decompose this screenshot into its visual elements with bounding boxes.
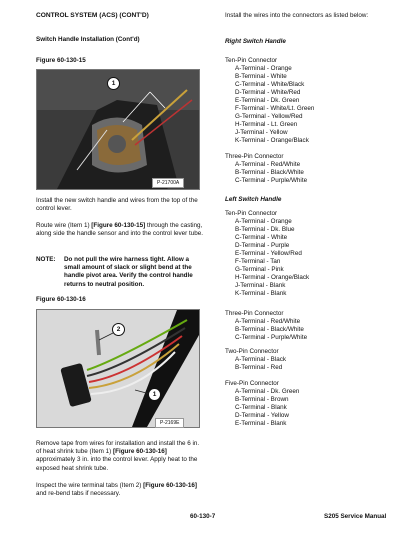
paragraph-install: Install the new switch handle and wires from the top of the control lever. — [36, 197, 198, 213]
list-item: C-Terminal - Purple/White — [235, 177, 308, 184]
paragraph-text: approximately 3 in. into the control lever. Apply heat to the exposed heat shrink tube. — [36, 456, 198, 472]
paragraph-text: and re-bend tabs if necessary. — [36, 490, 121, 498]
list-item: A-Terminal - Orange — [235, 218, 292, 225]
figure-id: P-21700A — [152, 178, 184, 188]
list-item: B-Terminal - Red — [235, 364, 283, 371]
terminal-list — [225, 356, 286, 372]
terminal-list — [225, 65, 314, 145]
list-item: C-Terminal - Blank — [235, 404, 287, 411]
note-label: NOTE: — [36, 256, 56, 263]
intro-text: Install the wires into the connectors as listed below: — [225, 12, 369, 19]
list-item: D-Terminal - White/Red — [235, 89, 301, 96]
paragraph-text: Route wire (Item 1) — [36, 222, 92, 229]
figure-reference: [Figure 60-130-15] — [91, 222, 146, 229]
list-item: A-Terminal - Orange — [235, 65, 292, 72]
page-number: 60-130-7 — [190, 513, 216, 520]
terminal-list — [225, 161, 307, 185]
list-item: B-Terminal - White — [235, 73, 287, 80]
list-item: C-Terminal - White — [235, 234, 288, 241]
paragraph-text: Inspect the wire terminal tabs (Item 2) — [36, 482, 144, 489]
list-item: A-Terminal - Red/White — [235, 161, 301, 168]
note-text: Do not pull the wire harness tight. Allow a small amount of slack or slight bend at the handle pivot area. Verify the control handle returns to neutral position. — [64, 256, 193, 288]
list-item: H-Terminal - Orange/Black — [235, 274, 310, 281]
terminal-list — [225, 388, 299, 428]
figure-title: Figure 60-130-16 — [36, 296, 86, 303]
list-item: G-Terminal - Yellow/Red — [235, 113, 303, 120]
paragraph-text: through the casting, along side the handle sensor and into the control lever tube. — [36, 222, 203, 238]
list-item: B-Terminal - Brown — [235, 396, 289, 403]
list-item: F-Terminal - Tan — [235, 258, 281, 265]
list-item: A-Terminal - Dk. Green — [235, 388, 300, 395]
list-item: A-Terminal - Black — [235, 356, 287, 363]
callout-2: 2 — [112, 323, 125, 336]
list-item: B-Terminal - Black/White — [235, 326, 304, 333]
paragraph-text: Remove tape from wires for installation and install the 6 in. of heat shrink tube (Item 1) — [36, 440, 200, 456]
connector-title: Two-Pin Connector — [225, 348, 279, 355]
paragraph-route — [36, 222, 204, 238]
callout-1: 1 — [148, 388, 161, 401]
connector-title: Three-Pin Connector — [225, 153, 284, 160]
connector-title: Ten-Pin Connector — [225, 210, 278, 217]
connector-title: Five-Pin Connector — [225, 380, 279, 387]
left-switch-title: Left Switch Handle — [225, 196, 282, 203]
terminal-list — [225, 318, 307, 342]
list-item: J-Terminal - Blank — [235, 282, 286, 289]
list-item: C-Terminal - Purple/White — [235, 334, 308, 341]
list-item: B-Terminal - Dk. Blue — [235, 226, 295, 233]
list-item: H-Terminal - Lt. Green — [235, 121, 298, 128]
list-item: B-Terminal - Black/White — [235, 169, 304, 176]
list-item: G-Terminal - Pink — [235, 266, 284, 273]
list-item: E-Terminal - Blank — [235, 420, 287, 427]
list-item: F-Terminal - White/Lt. Green — [235, 105, 315, 112]
callout-1: 1 — [107, 77, 120, 90]
figure-id: P-2169E — [155, 418, 184, 428]
list-item: E-Terminal - Dk. Green — [235, 97, 300, 104]
section-heading: CONTROL SYSTEM (ACS) (CONT'D) — [36, 12, 149, 19]
list-item: D-Terminal - Yellow — [235, 412, 289, 419]
connector-title: Ten-Pin Connector — [225, 57, 278, 64]
subheading: Switch Handle Installation (Cont'd) — [36, 36, 140, 43]
list-item: K-Terminal - Orange/Black — [235, 137, 309, 144]
list-item: A-Terminal - Red/White — [235, 318, 301, 325]
terminal-list — [225, 218, 309, 298]
manual-title: S205 Service Manual — [324, 513, 387, 520]
figure-reference: [Figure 60-130-16] — [143, 482, 197, 489]
note — [36, 256, 204, 289]
paragraph-inspect — [36, 482, 204, 498]
paragraph-heat-shrink — [36, 440, 204, 473]
list-item: C-Terminal - White/Black — [235, 81, 305, 88]
figure-reference: [Figure 60-130-16] — [113, 448, 167, 456]
list-item: K-Terminal - Blank — [235, 290, 287, 297]
right-switch-title: Right Switch Handle — [225, 38, 286, 45]
list-item: J-Terminal - Yellow — [235, 129, 288, 136]
connector-title: Three-Pin Connector — [225, 310, 284, 317]
list-item: D-Terminal - Purple — [235, 242, 290, 249]
list-item: E-Terminal - Yellow/Red — [235, 250, 302, 257]
figure-title: Figure 60-130-15 — [36, 57, 86, 64]
